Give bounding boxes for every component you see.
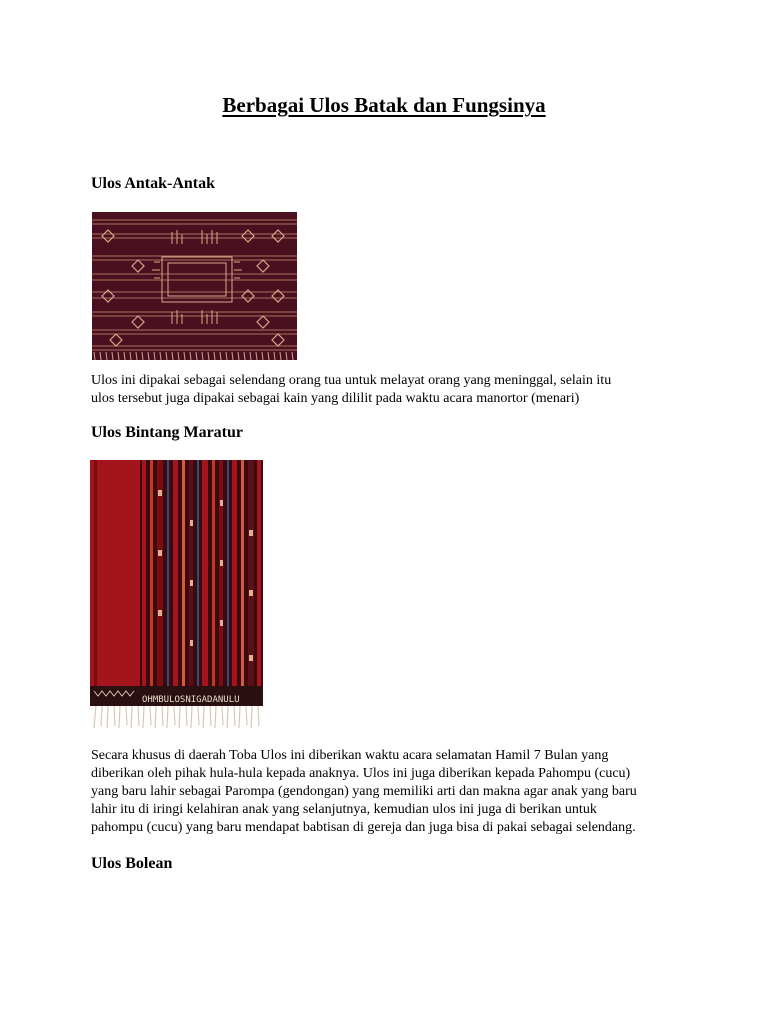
- section-paragraph-bintang-maratur: [91, 747, 691, 837]
- paragraph-line: pahompu (cucu) yang baru mendapat babtisan di gereja dan juga bisa di pakai sebagai selendang.: [91, 820, 636, 835]
- paragraph-line: diberikan oleh pihak hula-hula kepada anaknya. Ulos ini juga diberikan kepada Pahompu (cucu): [91, 766, 631, 781]
- ulos-antak-antak-image: [92, 212, 297, 360]
- section-paragraph-antak-antak: [91, 372, 691, 408]
- paragraph-line: yang baru lahir sebagai Parompa (gendongan) yang memiliki arti dan makna agar anak yang baru: [91, 784, 637, 799]
- section-heading-bintang-maratur: Ulos Bintang Maratur: [91, 424, 243, 441]
- ulos-bintang-maratur-image: [90, 460, 263, 728]
- paragraph-line: ulos tersebut juga dipakai sebagai kain yang dililit pada waktu acara manortor (menari): [91, 391, 580, 406]
- section-heading-bolean: Ulos Bolean: [91, 855, 173, 872]
- ulos-bintang-maratur-graphic: [90, 460, 263, 728]
- paragraph-line: lahir itu di iringi kelahiran anak yang selanjutnya, kemudian ulos ini juga di berikan untuk: [91, 802, 597, 817]
- paragraph-line: Ulos ini dipakai sebagai selendang orang tua untuk melayat orang yang meninggal, selain itu: [91, 373, 612, 388]
- ulos-antak-antak-graphic: [92, 212, 297, 360]
- woven-band-text: OHMBULOSNIGADANULU: [142, 695, 240, 705]
- section-heading-antak-antak: Ulos Antak-Antak: [91, 175, 216, 192]
- document-title: Berbagai Ulos Batak dan Fungsinya: [222, 93, 546, 117]
- paragraph-line: Secara khusus di daerah Toba Ulos ini diberikan waktu acara selamatan Hamil 7 Bulan yang: [91, 748, 609, 763]
